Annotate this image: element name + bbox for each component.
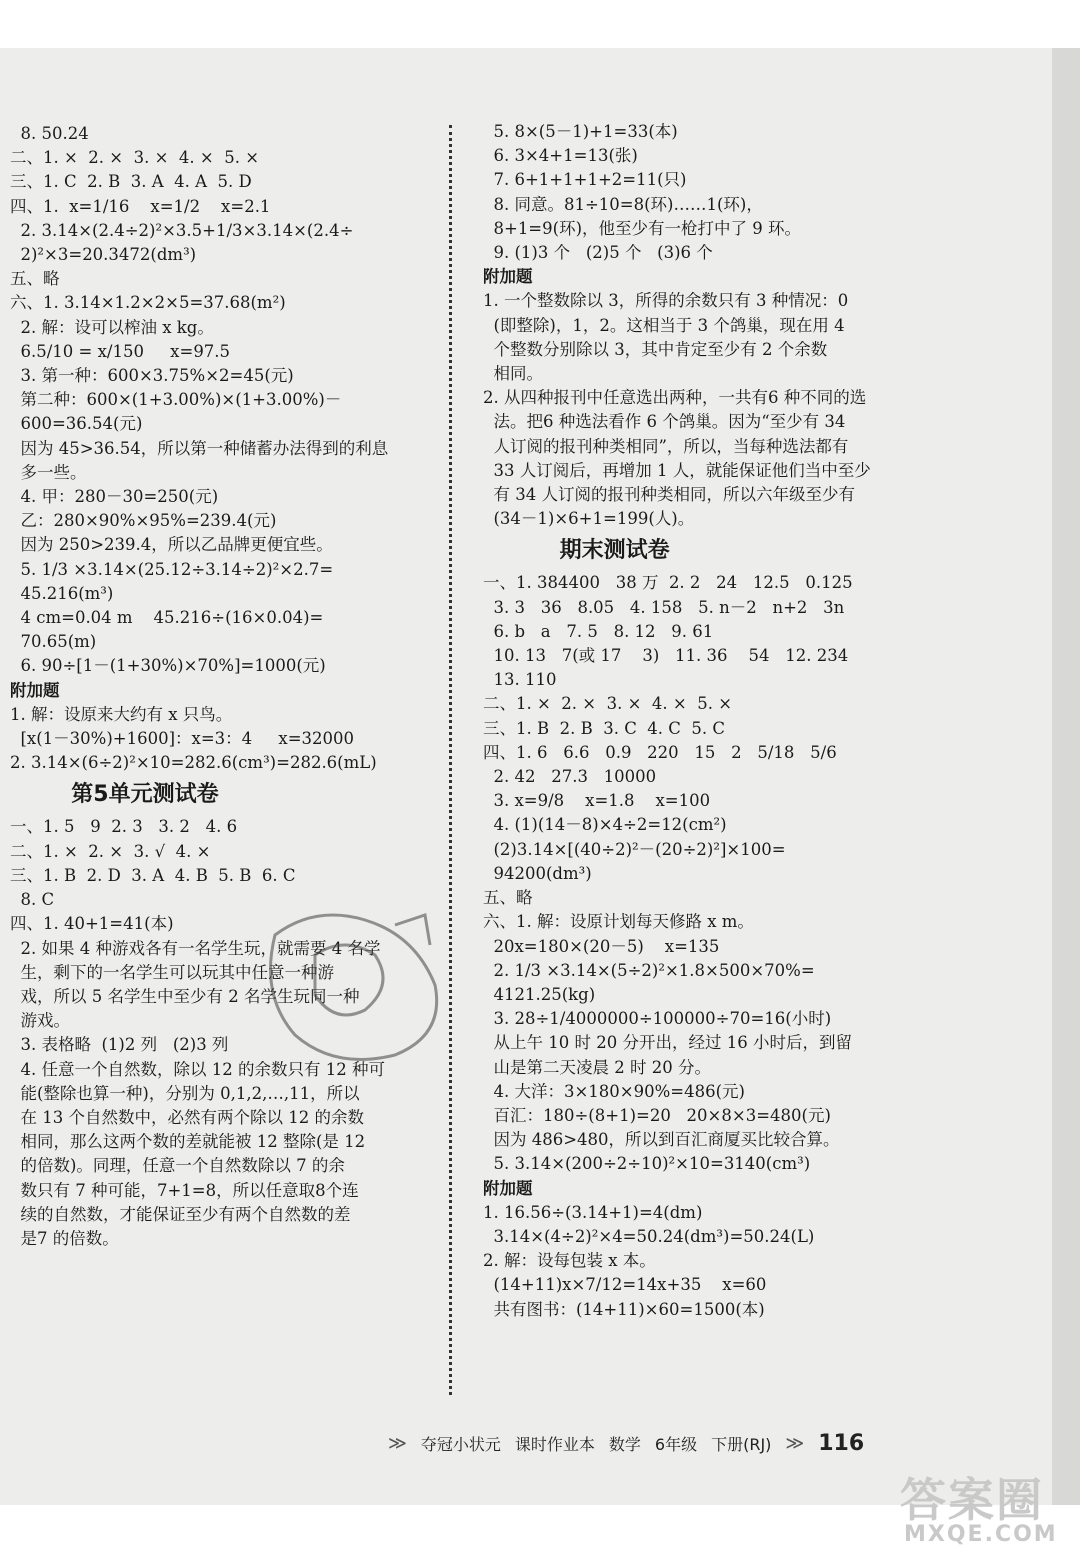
answer-line: 4121.25(kg) — [483, 984, 596, 1004]
answer-line: 2. 如果 4 种游戏各有一名学生玩，就需要 4 名学 — [10, 938, 381, 958]
answer-line: 2. 42 27.3 10000 — [483, 767, 657, 787]
answer-line: 6. 90÷[1－(1+30%)×70%]=1000(元) — [10, 656, 326, 676]
answer-line: 9. (1)3 个 (2)5 个 (3)6 个 — [483, 243, 713, 263]
answer-line: 是7 的倍数。 — [10, 1228, 119, 1248]
answer-line: 的倍数)。同理，任意一个自然数除以 7 的余 — [10, 1156, 345, 1176]
right-answer-column — [483, 120, 923, 1322]
answer-line: 四、1. x=1/16 x=1/2 x=2.1 — [10, 196, 271, 216]
answer-line: 20x=180×(20－5) x=135 — [483, 936, 720, 956]
answer-line: (2)3.14×[(40÷2)²－(20÷2)²]×100= — [483, 839, 786, 859]
answer-line: 8. 同意。81÷10=8(环)……1(环)， — [483, 194, 763, 214]
answer-line: 1. 16.56÷(3.14+1)=4(dm) — [483, 1202, 703, 1222]
answer-line: 因为 486>480，所以到百汇商厦买比较合算。 — [483, 1130, 840, 1150]
answer-line: 山是第二天凌晨 2 时 20 分。 — [483, 1057, 711, 1077]
answer-line: 一、1. 5 9 2. 3 3. 2 4. 6 — [10, 817, 238, 837]
answer-line: 四、1. 40+1=41(本) — [10, 914, 174, 934]
left-answer-column — [10, 122, 430, 1251]
answer-line: 4. 甲：280－30=250(元) — [10, 487, 219, 507]
answer-line: 法。把6 种选法看作 6 个鸽巢。因为“至少有 34 — [483, 412, 846, 432]
answer-line: 一、1. 384400 38 万 2. 2 24 12.5 0.125 — [483, 573, 853, 593]
answer-line: 2)²×3=20.3472(dm³) — [10, 245, 197, 265]
page-number: 116 — [818, 1430, 865, 1456]
answer-line: 3. 3 36 8.05 4. 158 5. n－2 n+2 3n — [483, 597, 845, 617]
answer-line: 5. 3.14×(200÷2÷10)²×10=3140(cm³) — [483, 1154, 811, 1174]
section-title: 第5单元测试卷 — [10, 782, 219, 808]
answer-line: 8. C — [10, 890, 55, 910]
footer-volume: 下册(RJ) — [711, 1434, 772, 1454]
answer-line: 45.216(m³) — [10, 583, 114, 603]
answer-line: 5. 8×(5－1)+1=33(本) — [483, 122, 678, 141]
answer-line: 四、1. 6 6.6 0.9 220 15 2 5/18 5/6 — [483, 742, 837, 762]
answer-line: 共有图书：(14+11)×60=1500(本) — [483, 1299, 765, 1319]
answer-line: 多一些。 — [10, 462, 87, 482]
footer-arrow-icon: ≫ — [785, 1432, 805, 1454]
answer-line: 70.65(m) — [10, 632, 97, 652]
answer-line: 在 13 个自然数中，必然有两个除以 12 的余数 — [10, 1107, 364, 1127]
answer-line: 2. 从四种报刊中任意选出两种，一共有6 种不同的选 — [483, 388, 867, 408]
answer-line: 4. (1)(14－8)×4÷2=12(cm²) — [483, 815, 727, 835]
answer-line: 6.5/10 = x/150 x=97.5 — [10, 341, 231, 361]
answer-line: 二、1. × 2. × 3. × 4. × 5. × — [483, 694, 733, 714]
answer-line: 4. 任意一个自然数，除以 12 的余数只有 12 种可 — [10, 1059, 385, 1079]
answer-line: 3. 28÷1/4000000÷100000÷70=16(小时) — [483, 1009, 832, 1029]
answer-line: 相同。 — [483, 364, 543, 384]
answer-line: 2. 解：设每包装 x 本。 — [483, 1251, 656, 1271]
answer-line: 10. 13 7(或 17 3) 11. 36 54 12. 234 — [483, 646, 849, 666]
column-divider — [449, 125, 452, 1395]
footer-arrow-icon: ≫ — [388, 1432, 407, 1454]
answer-line: 二、1. × 2. × 3. × 4. × 5. × — [10, 148, 260, 168]
answer-line: 第二种：600×(1+3.00%)×(1+3.00%)－ — [10, 390, 342, 410]
answer-line: 人订阅的报刊种类相同”，所以，当每种选法都有 — [483, 436, 849, 456]
answer-line: 个整数分别除以 3，其中肯定至少有 2 个余数 — [483, 339, 828, 359]
answer-line: 2. 解：设可以榨油 x kg。 — [10, 317, 214, 337]
answer-line: 六、1. 解：设原计划每天修路 x m。 — [483, 912, 754, 932]
answer-line: 从上午 10 时 20 分开出，经过 16 小时后，到留 — [483, 1033, 852, 1053]
answer-line: 乙：280×90%×95%=239.4(元) — [10, 511, 277, 531]
footer-book: 课时作业本 — [514, 1434, 595, 1454]
answer-line: 2. 3.14×(6÷2)²×10=282.6(cm³)=282.6(mL) — [10, 753, 377, 773]
answer-line: (即整除)，1，2。这相当于 3 个鸽巢，现在用 4 — [483, 315, 845, 335]
answer-line: 3.14×(4÷2)²×4=50.24(dm³)=50.24(L) — [483, 1226, 815, 1246]
corner-watermark-logo — [900, 1460, 1070, 1555]
answer-line: 2. 3.14×(2.4÷2)²×3.5+1/3×3.14×(2.4÷ — [10, 220, 354, 240]
answer-line: 因为 250>239.4，所以乙品牌更便宜些。 — [10, 535, 333, 555]
answer-line: 三、1. B 2. B 3. C 4. C 5. C — [483, 718, 726, 738]
answer-line: 3. 表格略 (1)2 列 (2)3 列 — [10, 1035, 229, 1055]
answer-line: 4. 大洋：3×180×90%=486(元) — [483, 1081, 745, 1101]
answer-line: 游戏。 — [10, 1011, 70, 1031]
watermark-stamp — [255, 895, 455, 1070]
answer-line: 有 34 人订阅的报刊种类相同，所以六年级至少有 — [483, 485, 855, 505]
answer-line: 能(整除也算一种)，分别为 0,1,2,…,11，所以 — [10, 1083, 360, 1103]
answer-line: 2. 1/3 ×3.14×(5÷2)²×1.8×500×70%= — [483, 960, 815, 980]
footer-brand: 夺冠小状元 — [420, 1434, 501, 1454]
answer-line: 8. 50.24 — [10, 124, 89, 143]
answer-line: 3. x=9/8 x=1.8 x=100 — [483, 791, 711, 811]
section-title: 期末测试卷 — [483, 538, 670, 564]
section-heading: 附加题 — [10, 680, 60, 700]
page-footer — [388, 1428, 864, 1458]
footer-subject: 数学 — [608, 1434, 641, 1454]
answer-line: 6. b a 7. 5 8. 12 9. 61 — [483, 621, 714, 641]
answer-line: 4 cm=0.04 m 45.216÷(16×0.04)= — [10, 608, 324, 628]
answer-line: 1. 一个整数除以 3，所得的余数只有 3 种情况：0 — [483, 291, 849, 311]
corner-logo-text: 答案圈 — [900, 1473, 1044, 1527]
answer-line: 6. 3×4+1=13(张) — [483, 146, 638, 166]
page-edge — [1052, 48, 1080, 1505]
answer-line: 5. 1/3 ×3.14×(25.12÷3.14÷2)²×2.7= — [10, 559, 334, 579]
answer-line: 二、1. × 2. × 3. √ 4. × — [10, 841, 211, 861]
section-heading: 附加题 — [483, 1178, 533, 1198]
answer-line: 13. 110 — [483, 670, 557, 690]
answer-line: 百汇：180÷(8+1)=20 20×8×3=480(元) — [483, 1105, 831, 1125]
answer-line: 600=36.54(元) — [10, 414, 143, 434]
answer-line: [x(1－30%)+1600]：x=3：4 x=32000 — [10, 729, 355, 749]
answer-line: 7. 6+1+1+1+2=11(只) — [483, 170, 687, 190]
answer-line: 8+1=9(环)，他至少有一枪打中了 9 环。 — [483, 218, 801, 238]
section-heading: 附加题 — [483, 267, 533, 287]
answer-line: 94200(dm³) — [483, 863, 592, 883]
answer-line: 33 人订阅后，再增加 1 人，就能保证他们当中至少 — [483, 460, 871, 480]
answer-line: 1. 解：设原来大约有 x 只鸟。 — [10, 704, 233, 724]
top-margin — [0, 0, 1080, 48]
answer-line: 三、1. B 2. D 3. A 4. B 5. B 6. C — [10, 865, 296, 885]
answer-line: 戏，所以 5 名学生中至少有 2 名学生玩同一种 — [10, 986, 360, 1006]
answer-line: 续的自然数，才能保证至少有两个自然数的差 — [10, 1204, 351, 1224]
corner-logo-site: MXQE.COM — [904, 1522, 1058, 1547]
answer-line: 三、1. C 2. B 3. A 4. A 5. D — [10, 172, 252, 192]
answer-line: (14+11)x×7/12=14x+35 x=60 — [483, 1275, 767, 1295]
answer-line: 3. 第一种：600×3.75%×2=45(元) — [10, 366, 294, 386]
answer-line: (34－1)×6+1=199(人)。 — [483, 509, 695, 529]
answer-line: 五、略 — [483, 888, 533, 908]
footer-grade: 6年级 — [654, 1434, 698, 1454]
answer-line: 相同，那么这两个数的差就能被 12 整除(是 12 — [10, 1132, 366, 1152]
answer-line: 五、略 — [10, 269, 60, 289]
answer-line: 生，剩下的一名学生可以玩其中任意一种游 — [10, 962, 334, 982]
answer-line: 数只有 7 种可能，7+1=8，所以任意取8个连 — [10, 1180, 359, 1200]
answer-line: 六、1. 3.14×1.2×2×5=37.68(m²) — [10, 293, 286, 313]
answer-line: 因为 45>36.54，所以第一种储蓄办法得到的利息 — [10, 438, 389, 458]
